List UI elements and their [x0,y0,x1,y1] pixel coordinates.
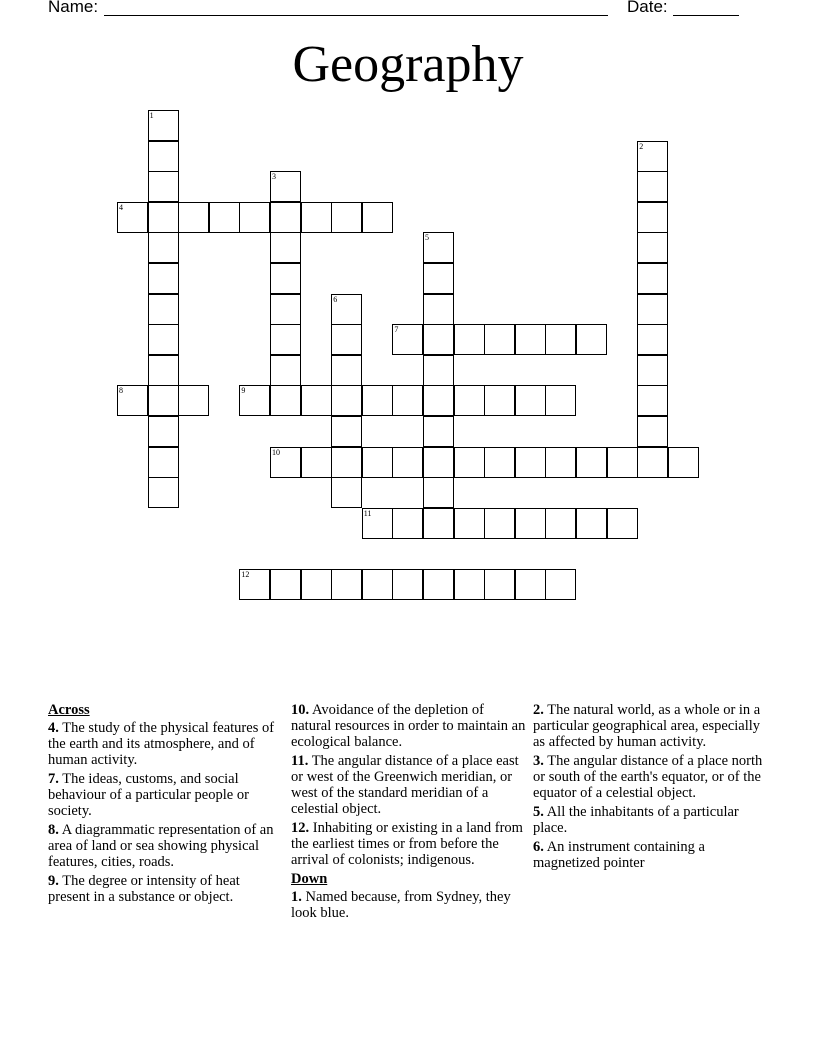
grid-cell[interactable] [576,508,607,539]
grid-cell[interactable] [637,416,668,447]
grid-cell[interactable] [423,385,454,416]
grid-cell[interactable] [545,569,576,600]
grid-cell[interactable] [301,385,332,416]
grid-cell[interactable] [209,202,240,233]
clues-column-3 [533,702,769,874]
grid-cell[interactable] [484,508,515,539]
grid-cell[interactable] [392,508,423,539]
grid-cell[interactable] [423,447,454,478]
grid-cell[interactable] [148,232,179,263]
grid-cell[interactable] [454,508,485,539]
grid-cell[interactable] [637,141,668,172]
down-clue-1: 1. Named because, from Sydney, they look blue. [291,889,511,921]
grid-cell[interactable] [454,324,485,355]
grid-cell[interactable] [484,569,515,600]
grid-cell[interactable] [515,385,546,416]
grid-cell[interactable] [331,569,362,600]
grid-cell[interactable] [331,385,362,416]
grid-cell[interactable] [301,202,332,233]
across-heading: Across [48,702,90,718]
grid-cell[interactable] [331,416,362,447]
across-clue-10: 10. Avoidance of the depletion of natural resources in order to maintain an ecological balance. [291,702,526,750]
grid-cell[interactable] [270,447,301,478]
clue-number: 4 [119,202,123,212]
grid-cell[interactable] [545,447,576,478]
across-clue-11: 11. The angular distance of a place east or west of the Greenwich meridian, or west of the standard meridian of a celestial object. [291,753,519,817]
grid-cell[interactable] [301,447,332,478]
grid-cell[interactable] [607,447,638,478]
grid-cell[interactable] [423,232,454,263]
grid-cell[interactable] [148,141,179,172]
clue-number: 11 [363,508,372,518]
clue-number: 5 [425,233,429,243]
grid-cell[interactable] [148,355,179,386]
down-heading: Down [291,871,328,887]
grid-cell[interactable] [423,324,454,355]
grid-cell[interactable] [362,202,393,233]
across-clue-8: 8. A diagrammatic representation of an area of land or sea showing physical features, cities, roads. [48,822,274,870]
down-clue-3: 3. The angular distance of a place north or south of the earth's equator, or of the equator of a celestial object. [533,753,763,801]
grid-cell[interactable] [423,294,454,325]
grid-cell[interactable] [576,324,607,355]
grid-cell[interactable] [331,355,362,386]
grid-cell[interactable] [576,447,607,478]
grid-cell[interactable] [270,569,301,600]
page-title: Geography [292,36,524,93]
grid-cell[interactable] [331,294,362,325]
grid-cell[interactable] [637,385,668,416]
grid-cell[interactable] [484,385,515,416]
grid-cell[interactable] [148,263,179,294]
grid-cell[interactable] [270,294,301,325]
grid-cell[interactable] [270,324,301,355]
grid-cell[interactable] [301,569,332,600]
grid-cell[interactable] [148,110,179,141]
grid-cell[interactable] [239,569,270,600]
grid-cell[interactable] [637,263,668,294]
grid-cell[interactable] [392,324,423,355]
name-label: Name: [48,0,99,16]
grid-cell[interactable] [148,324,179,355]
grid-cell[interactable] [148,294,179,325]
grid-cell[interactable] [515,508,546,539]
grid-cell[interactable] [454,447,485,478]
grid-cell[interactable] [515,324,546,355]
grid-cell[interactable] [423,416,454,447]
grid-cell[interactable] [148,385,179,416]
grid-cell[interactable] [423,477,454,508]
grid-cell[interactable] [545,324,576,355]
grid-cell[interactable] [331,202,362,233]
grid-cell[interactable] [484,324,515,355]
grid-cell[interactable] [637,232,668,263]
grid-cell[interactable] [484,447,515,478]
grid-cell[interactable] [331,324,362,355]
clue-number: 8 [119,386,123,396]
clues-column-2 [291,702,527,924]
clue-number: 1 [149,111,154,120]
grid-cell[interactable] [148,202,179,233]
grid-cell[interactable] [331,477,362,508]
across-clue-4: 4. The study of the physical features of the earth and its atmosphere, and of human activity. [48,720,275,768]
grid-cell[interactable] [423,508,454,539]
clue-number: 12 [241,570,250,579]
clues-column-1 [48,702,280,908]
grid-cell[interactable] [637,202,668,233]
grid-cell[interactable] [637,355,668,386]
grid-cell[interactable] [607,508,638,539]
clue-number: 3 [272,172,276,182]
grid-cell[interactable] [239,385,270,416]
grid-cell[interactable] [637,324,668,355]
grid-cell[interactable] [392,447,423,478]
grid-cell[interactable] [637,447,668,478]
clue-number: 7 [394,325,399,335]
grid-cell[interactable] [454,569,485,600]
grid-cell[interactable] [515,447,546,478]
grid-cell[interactable] [270,171,301,202]
down-clue-5: 5. All the inhabitants of a particular place. [533,804,739,836]
grid-cell[interactable] [362,508,393,539]
grid-cell[interactable] [637,171,668,202]
grid-cell[interactable] [117,202,148,233]
clue-number: 6 [333,294,338,304]
grid-cell[interactable] [331,447,362,478]
grid-cell[interactable] [545,385,576,416]
grid-cell[interactable] [148,447,179,478]
grid-cell[interactable] [117,385,148,416]
date-label: Date: [627,0,668,16]
grid-cell[interactable] [148,477,179,508]
down-clue-6: 6. An instrument containing a magnetized pointer [533,839,705,871]
across-clue-9: 9. The degree or intensity of heat present in a substance or object. [48,873,240,905]
grid-cell[interactable] [148,416,179,447]
clue-number: 9 [241,386,246,396]
grid-cell[interactable] [270,202,301,233]
clue-number: 10 [272,447,280,457]
grid-cell[interactable] [270,355,301,386]
grid-cell[interactable] [178,385,209,416]
clue-number: 2 [639,141,644,151]
grid-cell[interactable] [270,385,301,416]
grid-cell[interactable] [239,202,270,233]
grid-cell[interactable] [270,263,301,294]
grid-cell[interactable] [423,355,454,386]
across-clue-7: 7. The ideas, customs, and social behaviour of a particular people or society. [48,771,249,819]
grid-cell[interactable] [392,569,423,600]
grid-cell[interactable] [392,385,423,416]
grid-cell[interactable] [362,447,393,478]
grid-cell[interactable] [178,202,209,233]
grid-cell[interactable] [423,569,454,600]
grid-cell[interactable] [454,385,485,416]
grid-cell[interactable] [423,263,454,294]
grid-cell[interactable] [515,569,546,600]
grid-cell[interactable] [545,508,576,539]
grid-cell[interactable] [637,294,668,325]
grid-cell[interactable] [362,569,393,600]
grid-cell[interactable] [362,385,393,416]
grid-cell[interactable] [270,232,301,263]
across-clue-12: 12. Inhabiting or existing in a land from the earliest times or from before the arrival of colonists; indigenous. [291,820,523,868]
down-clue-2: 2. The natural world, as a whole or in a particular geographical area, especially as affected by human activity. [533,702,761,750]
grid-cell[interactable] [148,171,179,202]
grid-cell[interactable] [668,447,699,478]
